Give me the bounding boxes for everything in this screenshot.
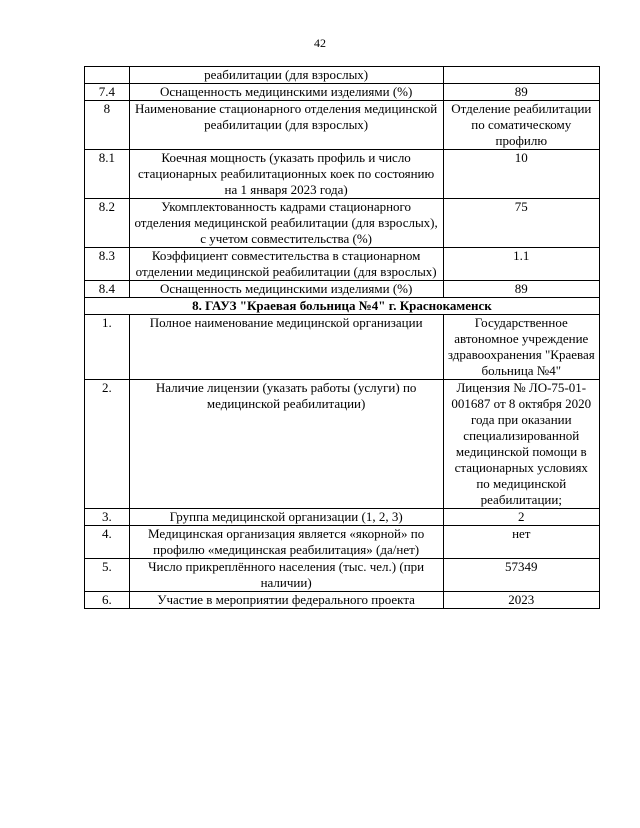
row-value: 89 bbox=[443, 281, 599, 298]
table-row bbox=[85, 315, 600, 380]
row-description: Оснащенность медицинскими изделиями (%) bbox=[129, 281, 443, 298]
row-description: Медицинская организация является «якорной» по профилю «медицинская реабилитация» (да/нет) bbox=[129, 526, 443, 559]
row-number: 8.3 bbox=[85, 248, 130, 281]
row-value: 75 bbox=[443, 199, 599, 248]
table-row bbox=[85, 559, 600, 592]
row-description: Коечная мощность (указать профиль и число стационарных реабилитационных коек по состоянию на 1 января 2023 года) bbox=[129, 150, 443, 199]
row-description: Полное наименование медицинской организации bbox=[129, 315, 443, 380]
section-title: 8. ГАУЗ "Краевая больница №4" г. Краснокаменск bbox=[85, 298, 600, 315]
table-row bbox=[85, 592, 600, 609]
row-value: 2023 bbox=[443, 592, 599, 609]
row-value: Государственное автономное учреждение здравоохранения "Краевая больница №4" bbox=[443, 315, 599, 380]
section-header-row bbox=[85, 298, 600, 315]
row-number: 8.2 bbox=[85, 199, 130, 248]
table-row bbox=[85, 199, 600, 248]
table-row bbox=[85, 380, 600, 509]
row-value bbox=[443, 67, 599, 84]
row-number: 4. bbox=[85, 526, 130, 559]
row-description: Укомплектованность кадрами стационарного отделения медицинской реабилитации (для взрослых), с учетом совместительства (%) bbox=[129, 199, 443, 248]
row-number: 1. bbox=[85, 315, 130, 380]
table-row bbox=[85, 150, 600, 199]
table-row bbox=[85, 248, 600, 281]
row-number: 6. bbox=[85, 592, 130, 609]
row-number: 7.4 bbox=[85, 84, 130, 101]
row-description: Наименование стационарного отделения медицинской реабилитации (для взрослых) bbox=[129, 101, 443, 150]
row-number: 8 bbox=[85, 101, 130, 150]
table-row bbox=[85, 67, 600, 84]
table-row bbox=[85, 509, 600, 526]
row-value: 89 bbox=[443, 84, 599, 101]
row-number: 3. bbox=[85, 509, 130, 526]
row-description: Оснащенность медицинскими изделиями (%) bbox=[129, 84, 443, 101]
row-description: Число прикреплённого населения (тыс. чел.) (при наличии) bbox=[129, 559, 443, 592]
row-value: нет bbox=[443, 526, 599, 559]
row-number: 8.4 bbox=[85, 281, 130, 298]
row-number bbox=[85, 67, 130, 84]
row-description: реабилитации (для взрослых) bbox=[129, 67, 443, 84]
table-row bbox=[85, 101, 600, 150]
row-value: Отделение реабилитации по соматическому профилю bbox=[443, 101, 599, 150]
row-value: 2 bbox=[443, 509, 599, 526]
row-description: Группа медицинской организации (1, 2, 3) bbox=[129, 509, 443, 526]
rehabilitation-table bbox=[84, 66, 600, 609]
row-number: 8.1 bbox=[85, 150, 130, 199]
row-number: 5. bbox=[85, 559, 130, 592]
table-row bbox=[85, 281, 600, 298]
row-value: 57349 bbox=[443, 559, 599, 592]
row-value: Лицензия № ЛО-75-01-001687 от 8 октября 2020 года при оказании специализированной медицинской помощи в стационарных условиях по медицинской реабилитации; bbox=[443, 380, 599, 509]
row-description: Коэффициент совместительства в стационарном отделении медицинской реабилитации (для взрослых) bbox=[129, 248, 443, 281]
row-value: 1.1 bbox=[443, 248, 599, 281]
page-number: 42 bbox=[314, 36, 326, 50]
table-row bbox=[85, 84, 600, 101]
row-number: 2. bbox=[85, 380, 130, 509]
row-description: Участие в мероприятии федерального проекта bbox=[129, 592, 443, 609]
row-description: Наличие лицензии (указать работы (услуги) по медицинской реабилитации) bbox=[129, 380, 443, 509]
table-row bbox=[85, 526, 600, 559]
row-value: 10 bbox=[443, 150, 599, 199]
